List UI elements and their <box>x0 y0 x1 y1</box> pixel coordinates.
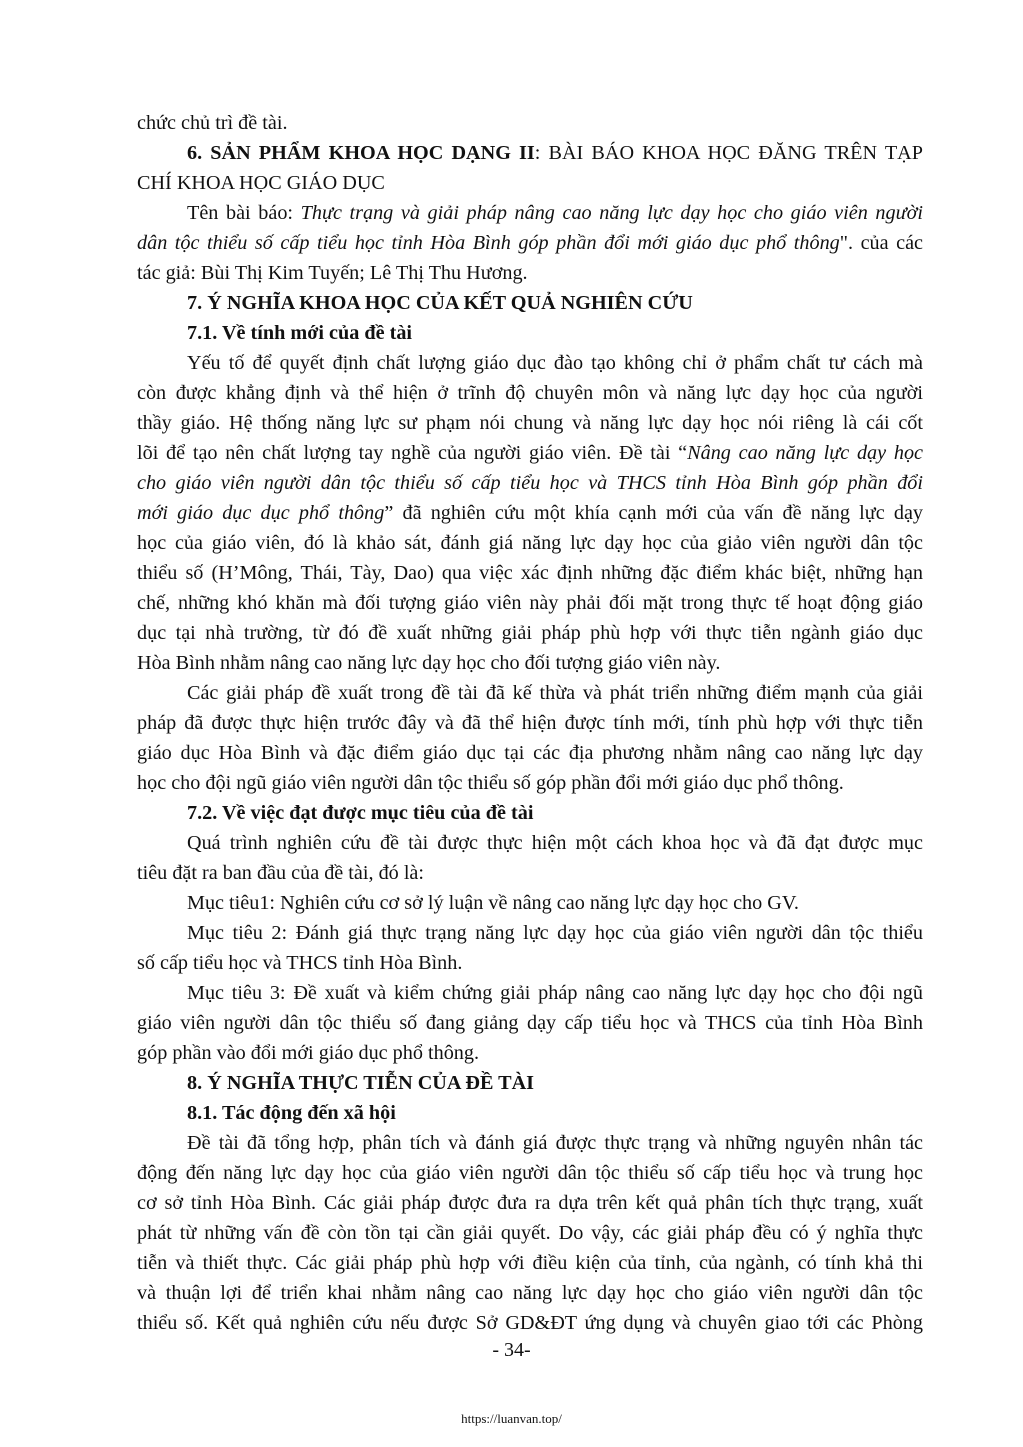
text-fragment: lõi để tạo nên chất lượng tay nghề của người giáo viên. Đề tài “ <box>137 442 688 464</box>
objective-3-end: góp phần vào đổi mới giáo dục phổ thông. <box>137 1042 480 1064</box>
text-line: thiểu số. Kết quả nghiên cứu nếu được Sở GD&ĐT ứng dụng và chuyên giao tới các Phòng <box>137 1312 923 1334</box>
text-line: học của giáo viên, đó là khảo sát, đánh giá năng lực dạy học của giảo viên người dân tộc <box>137 532 923 554</box>
objective-1: Mục tiêu1: Nghiên cứu cơ sở lý luận về nâng cao năng lực dạy học cho GV. <box>187 892 799 914</box>
text-line: cơ sở tỉnh Hòa Bình. Các giải pháp được đưa ra dựa trên kết quả phân tích thực trạng, xuất <box>137 1192 923 1214</box>
text-line: chế, những khó khăn mà đối tượng giáo viên này phải đối mặt trong thực tế hoạt động giáo <box>137 592 923 614</box>
text-line: động đến năng lực dạy học của giáo viên người dân tộc thiểu số cấp tiểu học và trung học <box>137 1162 923 1184</box>
subsection-heading-8-1: 8.1. Tác động đến xã hội <box>187 1102 396 1124</box>
heading-rest: : BÀI BÁO KHOA HỌC ĐĂNG TRÊN TẠP <box>534 142 923 164</box>
objective-2: Mục tiêu 2: Đánh giá thực trạng năng lực dạy học của giáo viên người dân tộc thiểu <box>187 922 923 944</box>
text-line: tiêu đặt ra ban đầu của đề tài, đó là: <box>137 862 424 884</box>
text-line: Hòa Bình nhằm nâng cao năng lực dạy học cho đối tượng giáo viên này. <box>137 652 721 674</box>
text-line <box>137 228 923 258</box>
text-fragment: ” đã nghiên cứu một khía cạnh mới của vấn đề năng lực dạy <box>384 502 923 524</box>
document-body <box>137 108 923 1338</box>
objective-2-cont: số cấp tiểu học và THCS tỉnh Hòa Bình. <box>137 952 463 974</box>
text-line: và thuận lợi để triển khai nhằm nâng cao năng lực dạy học cho giáo viên người dân tộc <box>137 1282 923 1304</box>
article-title-cont: dân tộc thiểu số cấp tiểu học tỉnh Hòa Bình góp phần đổi mới giáo dục phổ thông <box>137 232 840 254</box>
text-fragment: ". của các <box>839 232 923 254</box>
footer-url[interactable]: https://luanvan.top/ <box>461 1411 562 1426</box>
text-line: thiểu số (H’Mông, Thái, Tày, Dao) qua việc xác định những đặc điểm khác biệt, những hạn <box>137 562 923 584</box>
project-title: Nâng cao năng lực dạy học <box>687 442 924 464</box>
objective-3-cont: giáo viên người dân tộc thiểu số đang giảng dạy cấp tiểu học và THCS của tỉnh Hòa Bình <box>137 1012 923 1034</box>
project-title-cont: cho giáo viên người dân tộc thiểu số cấp tiểu học và THCS tỉnh Hòa Bình góp phần đổi <box>137 472 923 494</box>
text-line: Yếu tố để quyết định chất lượng giáo dục đào tạo không chỉ ở phẩm chất tư cách mà <box>187 352 923 374</box>
text-line <box>137 198 923 228</box>
project-title-end: mới giáo dục dục phổ thông <box>137 502 385 524</box>
text-line <box>137 438 923 468</box>
text-line: chức chủ trì đề tài. <box>137 112 288 134</box>
article-label: Tên bài báo: <box>187 202 301 224</box>
objective-3: Mục tiêu 3: Đề xuất và kiểm chứng giải pháp nâng cao năng lực dạy học cho đội ngũ <box>187 982 923 1004</box>
text-line: Đề tài đã tổng hợp, phân tích và đánh giá được thực trạng và những nguyên nhân tác <box>187 1132 923 1154</box>
article-title: Thực trạng và giải pháp nâng cao năng lực dạy học cho giáo viên người <box>300 202 923 224</box>
text-line: pháp đã được thực hiện trước đây và đã thể hiện được tính mới, tính phù hợp với thực tiễn <box>137 712 923 734</box>
text-line: giáo dục Hòa Bình và đặc điểm giáo dục tại các địa phương nhằm nâng cao năng lực dạy <box>137 742 923 764</box>
section-heading-6-cont: CHÍ KHOA HỌC GIÁO DỤC <box>137 172 385 194</box>
text-line: Các giải pháp đề xuất trong đề tài đã kế thừa và phát triển những điểm mạnh của giải <box>187 682 923 704</box>
text-line: dục tại nhà trường, từ đó đề xuất những giải pháp phù hợp với thực tiễn ngành giáo dục <box>137 622 923 644</box>
text-line: Quá trình nghiên cứu đề tài được thực hiện một cách khoa học và đã đạt được mục <box>187 832 923 854</box>
heading-bold-part: 6. SẢN PHẨM KHOA HỌC DẠNG II <box>187 142 535 164</box>
page-number: - 34- <box>492 1339 531 1361</box>
section-heading-7: 7. Ý NGHĨA KHOA HỌC CỦA KẾT QUẢ NGHIÊN CỨU <box>187 292 693 314</box>
text-line: phát từ những vấn đề còn tồn tại cần giải quyết. Do vậy, các giải pháp đều có ý nghĩa thực <box>137 1222 923 1244</box>
section-heading-8: 8. Ý NGHĨA THỰC TIỄN CỦA ĐỀ TÀI <box>187 1072 535 1094</box>
subsection-heading-7-2: 7.2. Về việc đạt được mục tiêu của đề tài <box>187 802 534 824</box>
text-line: còn được khẳng định và thể hiện ở trĩnh độ chuyên môn và năng lực dạy học của người <box>137 382 923 404</box>
section-heading-6 <box>137 138 923 168</box>
text-line <box>137 498 923 528</box>
subsection-heading-7-1: 7.1. Về tính mới của đề tài <box>187 322 413 344</box>
text-line: tiễn và thiết thực. Các giải pháp phù hợp với điều kiện của tỉnh, của ngành, có tính khả thi <box>137 1252 923 1274</box>
text-line: thầy giáo. Hệ thống năng lực sư phạm nói chung và năng lực dạy học nói riêng là cái cốt <box>137 412 923 434</box>
text-line: tác giả: Bùi Thị Kim Tuyến; Lê Thị Thu Hương. <box>137 262 528 284</box>
text-line: học cho đội ngũ giáo viên người dân tộc thiểu số góp phần đổi mới giáo dục phổ thông. <box>137 772 844 794</box>
